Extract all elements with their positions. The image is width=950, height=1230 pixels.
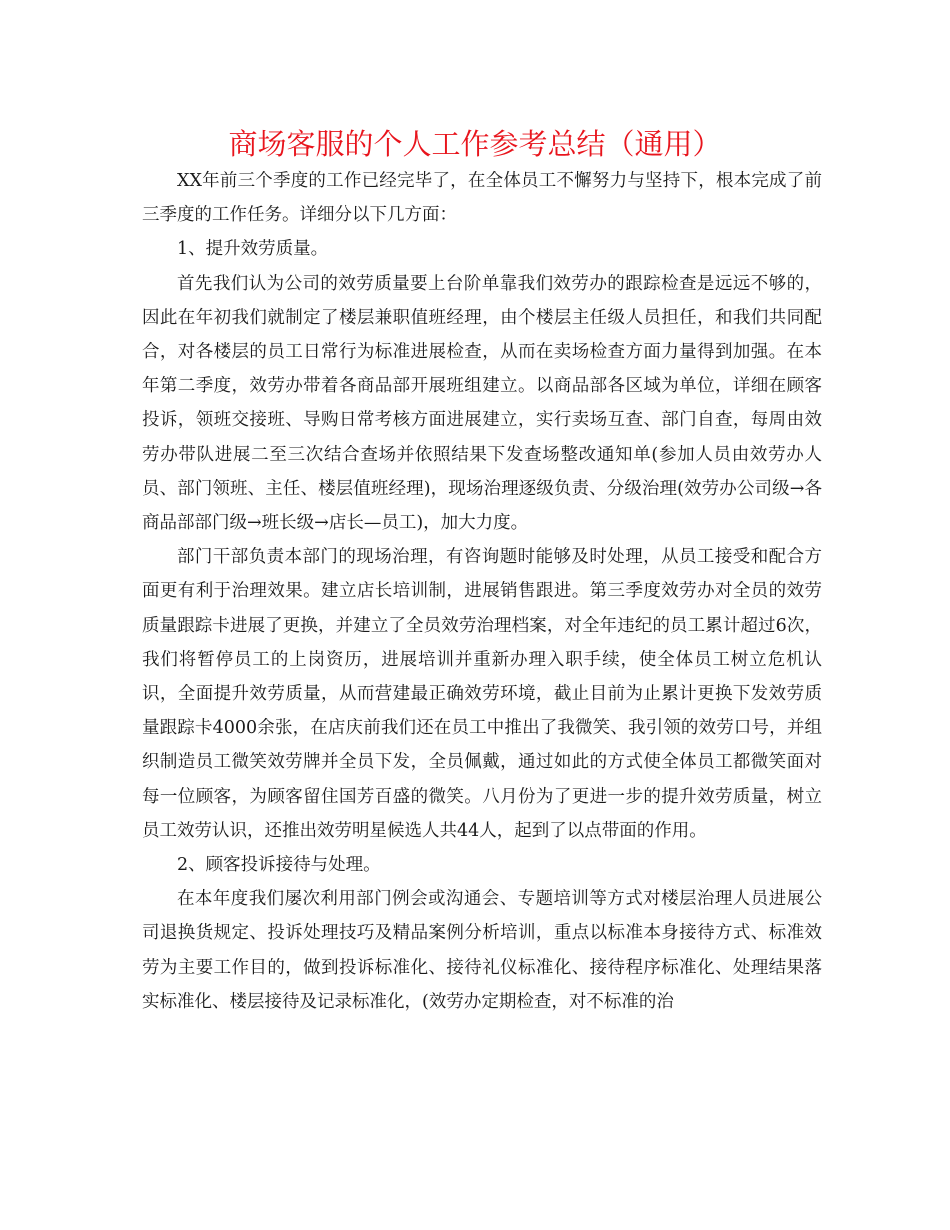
document-title: 商场客服的个人工作参考总结（通用） <box>228 127 722 161</box>
section-heading-service-quality: 1、提升效劳质量。 <box>177 239 329 260</box>
section-heading-complaints: 2、顾客投诉接待与处理。 <box>177 855 381 876</box>
paragraph-service-quality-2: 部门干部负责本部门的现场治理，有咨询题时能够及时处理，从员工接受和配合方面更有利于治理效果。建立店长培训制，进展销售跟进。第三季度效劳办对全员的效劳质量跟踪卡进展了更换，并建立了全员效劳治理档案，对全年违纪的员工累计超过6次，我们将暂停员工的上岗资历，进展培训并重新办理入职手续，使全体员工树立危机认识，全面提升效劳质量，从而营建最正确效劳环境，截止目前为止累计更换下发效劳质量跟踪卡4000余张，在店庆前我们还在员工中推出了我微笑、我引领的效劳口号，并组织制造员工微笑效劳牌并全员下发，全员佩戴，通过如此的方式使全体员工都微笑面对每一位顾客，为顾客留住国芳百盛的微笑。八月份为了更进一步的提升效劳质量，树立员工效劳认识，还推出效劳明星候选人共44人，起到了以点带面的作用。 <box>142 547 822 841</box>
paragraph-intro: XX年前三个季度的工作已经完毕了，在全体员工不懈努力与坚持下，根本完成了前三季度的工作任务。详细分以下几方面： <box>142 171 822 226</box>
paragraph-complaints: 在本年度我们屡次利用部门例会或沟通会、专题培训等方式对楼层治理人员进展公司退换货规定、投诉处理技巧及精品案例分析培训，重点以标准本身接待方式、标准效劳为主要工作目的，做到投诉标准化、接待礼仪标准化、接待程序标准化、处理结果落实标准化、楼层接待及记录标准化，(效劳办定期检查，对不标准的治 <box>142 889 822 1012</box>
document-body <box>142 164 822 1019</box>
paragraph-service-quality-1: 首先我们认为公司的效劳质量要上台阶单靠我们效劳办的跟踪检查是远远不够的，因此在年初我们就制定了楼层兼职值班经理，由个楼层主任级人员担任，和我们共同配合，对各楼层的员工日常行为标准进展检查，从而在卖场检查方面力量得到加强。在本年第二季度，效劳办带着各商品部开展班组建立。以商品部各区域为单位，详细在顾客投诉，领班交接班、导购日常考核方面进展建立，实行卖场互查、部门自查，每周由效劳办带队进展二至三次结合查场并依照结果下发查场整改通知单(参加人员由效劳办人员、部门领班、主任、楼层值班经理)，现场治理逐级负责、分级治理(效劳办公司级→各商品部部门级→班长级→店长—员工)，加大力度。 <box>142 273 822 534</box>
